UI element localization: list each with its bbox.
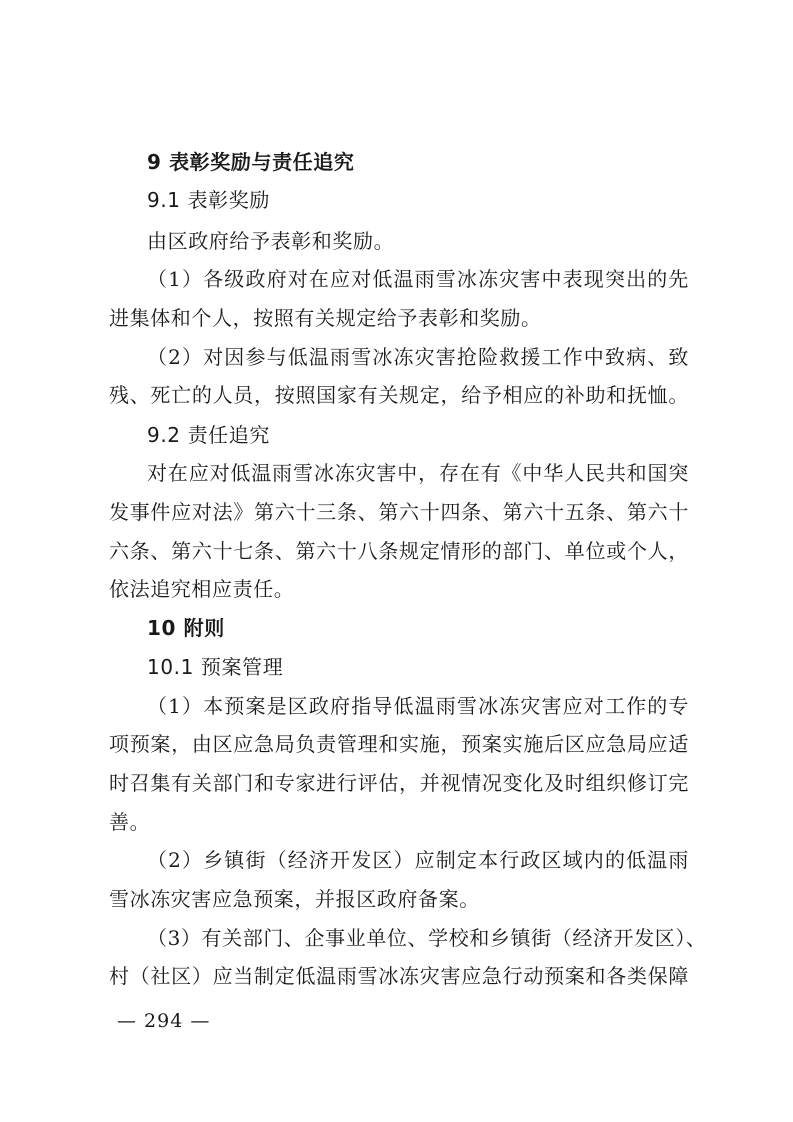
paragraph-line: （3）有关部门、企事业单位、学校和乡镇街（经济开发区）、	[147, 926, 707, 950]
subsection-heading-10-1: 10.1 预案管理	[147, 655, 284, 679]
section-heading-10: 10 附则	[147, 616, 225, 640]
paragraph-line: 发事件应对法》第六十三条、第六十四条、第六十五条、第六十	[109, 500, 689, 524]
paragraph-line: 六条、第六十七条、第六十八条规定情形的部门、单位或个人，	[109, 539, 689, 563]
paragraph-line: （2）乡镇街（经济开发区）应制定本行政区域内的低温雨	[147, 848, 689, 872]
paragraph-line: 村（社区）应当制定低温雨雪冰冻灾害应急行动预案和各类保障	[109, 964, 689, 988]
paragraph-line: 依法追究相应责任。	[109, 577, 295, 601]
paragraph-line: （1）本预案是区政府指导低温雨雪冰冻灾害应对工作的专	[147, 694, 689, 718]
page-number: — 294 —	[117, 1010, 211, 1032]
section-heading-9: 9 表彰奖励与责任追究	[147, 150, 355, 174]
paragraph-line: 进集体和个人，按照有关规定给予表彰和奖励。	[109, 306, 542, 330]
paragraph-line: 残、死亡的人员，按照国家有关规定，给予相应的补助和抚恤。	[109, 383, 689, 407]
paragraph-line: 由区政府给予表彰和奖励。	[147, 229, 395, 253]
paragraph-line: 项预案，由区应急局负责管理和实施，预案实施后区应急局应适	[109, 732, 689, 756]
paragraph-line: 时召集有关部门和专家进行评估，并视情况变化及时组织修订完	[109, 771, 689, 795]
subsection-heading-9-2: 9.2 责任追究	[147, 423, 270, 447]
paragraph-line: （1）各级政府对在应对低温雨雪冰冻灾害中表现突出的先	[147, 267, 689, 291]
paragraph-line: 雪冰冻灾害应急预案，并报区政府备案。	[109, 887, 480, 911]
paragraph-line: 善。	[109, 810, 151, 834]
subsection-heading-9-1: 9.1 表彰奖励	[147, 188, 270, 212]
paragraph-line: （2）对因参与低温雨雪冰冻灾害抢险救援工作中致病、致	[147, 345, 689, 369]
paragraph-line: 对在应对低温雨雪冰冻灾害中，存在有《中华人民共和国突	[147, 461, 689, 485]
